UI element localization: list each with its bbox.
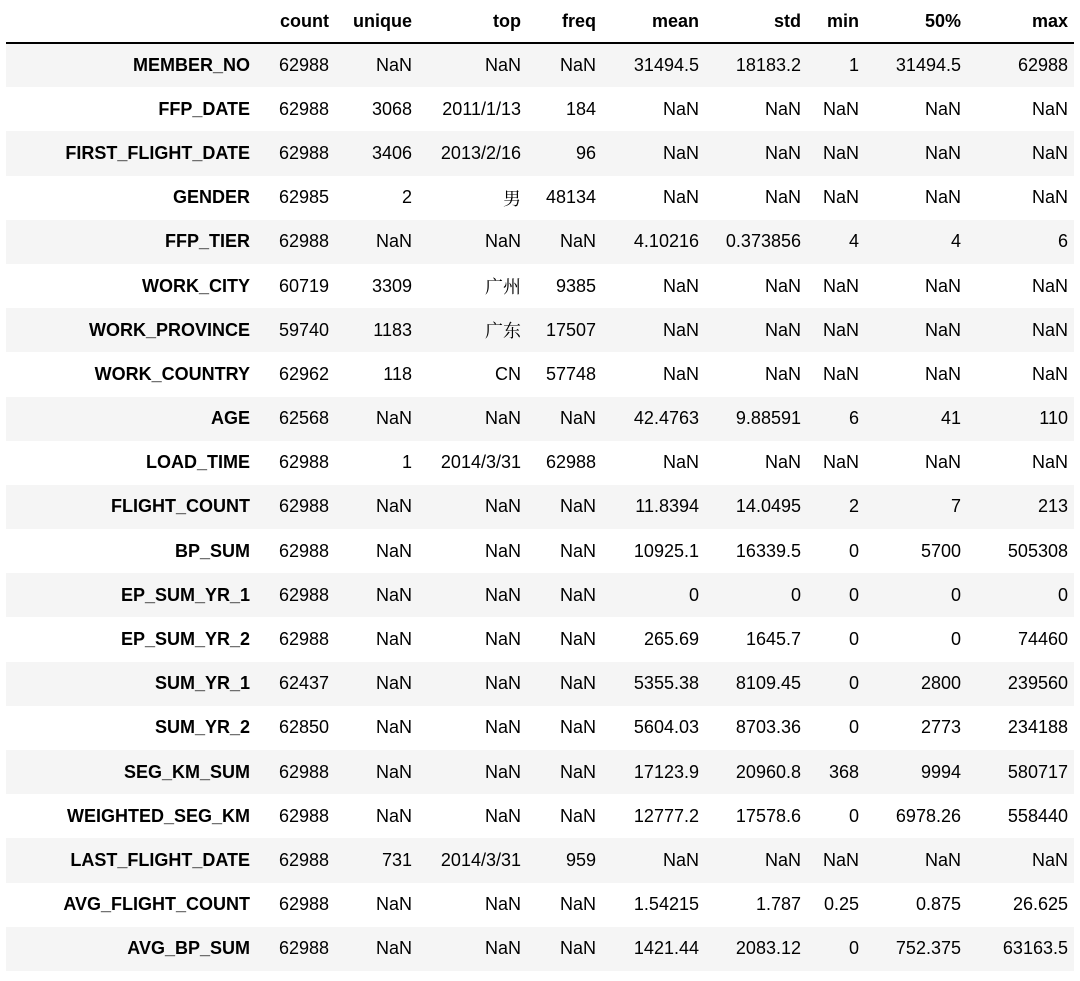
cell-std: 9.88591 (735, 408, 801, 429)
cell-unique: NaN (375, 717, 412, 738)
cell-freq: NaN (559, 673, 596, 694)
cell-50pct: 5700 (920, 540, 961, 561)
cell-unique: NaN (375, 496, 412, 517)
row-index-label: GENDER (172, 187, 250, 208)
cell-top: NaN (484, 805, 521, 826)
cell-top: NaN (484, 408, 521, 429)
cell-min: NaN (822, 275, 859, 296)
cell-freq: NaN (559, 408, 596, 429)
cell-freq: 184 (565, 98, 596, 119)
cell-count: 62988 (278, 142, 329, 163)
cell-top: CN (495, 363, 521, 384)
cell-std: 8703.36 (735, 717, 801, 738)
cell-unique: NaN (375, 938, 412, 959)
cell-count: 62988 (278, 540, 329, 561)
cell-mean: 265.69 (643, 629, 699, 650)
cell-mean: 10925.1 (633, 540, 699, 561)
row-index-label: MEMBER_NO (132, 55, 250, 76)
cell-top: 2013/2/16 (440, 142, 521, 163)
cell-50pct: 752.375 (895, 938, 961, 959)
cell-top: NaN (484, 55, 521, 76)
row-index-label: SUM_YR_2 (154, 717, 250, 738)
cell-top: 2011/1/13 (442, 98, 521, 119)
cell-50pct: NaN (924, 142, 961, 163)
cell-min: NaN (822, 319, 859, 340)
cell-unique: 731 (381, 849, 412, 870)
cell-min: 0 (848, 805, 859, 826)
cell-std: NaN (764, 187, 801, 208)
table-row (6, 883, 1074, 927)
cell-freq: 57748 (545, 363, 596, 384)
cell-std: NaN (764, 98, 801, 119)
table-row (6, 264, 1074, 308)
row-index-label: AVG_FLIGHT_COUNT (63, 894, 250, 915)
cell-count: 62988 (278, 231, 329, 252)
table-row (6, 573, 1074, 617)
cell-mean: 17123.9 (633, 761, 699, 782)
cell-top: 男 (503, 188, 521, 209)
cell-freq: NaN (559, 231, 596, 252)
column-header-min: min (807, 0, 865, 43)
cell-count: 62988 (278, 805, 329, 826)
cell-max: NaN (1031, 98, 1068, 119)
cell-max: 63163.5 (1002, 938, 1068, 959)
cell-top: NaN (484, 540, 521, 561)
cell-freq: 17507 (545, 319, 596, 340)
row-index-label: AGE (210, 408, 250, 429)
cell-mean: 5355.38 (633, 673, 699, 694)
cell-mean: NaN (662, 849, 699, 870)
cell-freq: NaN (559, 938, 596, 959)
cell-min: 0.25 (823, 894, 859, 915)
table-row (6, 131, 1074, 175)
cell-min: NaN (822, 452, 859, 473)
table-row (6, 485, 1074, 529)
cell-mean: 1421.44 (633, 938, 699, 959)
cell-top: NaN (484, 496, 521, 517)
cell-max: 239560 (1007, 673, 1068, 694)
cell-min: 0 (848, 584, 859, 605)
column-header-freq: freq (527, 0, 602, 43)
cell-unique: NaN (375, 894, 412, 915)
cell-50pct: NaN (924, 363, 961, 384)
cell-50pct: NaN (924, 187, 961, 208)
table-row (6, 662, 1074, 706)
cell-std: 17578.6 (735, 805, 801, 826)
cell-top: NaN (484, 761, 521, 782)
cell-count: 62850 (278, 717, 329, 738)
row-index-label: FIRST_FLIGHT_DATE (65, 142, 250, 163)
cell-count: 62988 (278, 849, 329, 870)
row-index-label: BP_SUM (174, 540, 250, 561)
cell-count: 60719 (278, 275, 329, 296)
cell-mean: 0 (688, 584, 699, 605)
cell-mean: NaN (662, 187, 699, 208)
cell-50pct: 7 (950, 496, 961, 517)
table-row (6, 43, 1074, 87)
row-index-label: AVG_BP_SUM (127, 938, 250, 959)
cell-max: 213 (1037, 496, 1068, 517)
cell-top: NaN (484, 938, 521, 959)
cell-freq: NaN (559, 540, 596, 561)
cell-freq: 96 (575, 142, 596, 163)
cell-top: 广州 (485, 277, 521, 298)
cell-min: 0 (848, 717, 859, 738)
table-row (6, 397, 1074, 441)
cell-mean: NaN (662, 319, 699, 340)
cell-count: 62988 (278, 938, 329, 959)
cell-freq: NaN (559, 629, 596, 650)
table-row (6, 308, 1074, 352)
cell-freq: NaN (559, 496, 596, 517)
cell-top: NaN (484, 673, 521, 694)
cell-freq: NaN (559, 894, 596, 915)
cell-min: 0 (848, 938, 859, 959)
cell-mean: 31494.5 (633, 55, 699, 76)
cell-mean: NaN (662, 363, 699, 384)
cell-min: 1 (848, 55, 859, 76)
cell-unique: 3309 (371, 275, 412, 296)
cell-std: NaN (764, 275, 801, 296)
cell-min: 368 (828, 761, 859, 782)
cell-unique: 1 (401, 452, 412, 473)
column-header-max: max (967, 0, 1074, 43)
cell-count: 62988 (278, 629, 329, 650)
cell-50pct: 6978.26 (895, 805, 961, 826)
cell-top: 2014/3/31 (440, 452, 521, 473)
cell-freq: 62988 (545, 452, 596, 473)
cell-unique: NaN (375, 761, 412, 782)
cell-min: 0 (848, 629, 859, 650)
cell-max: NaN (1031, 187, 1068, 208)
cell-50pct: 31494.5 (895, 55, 961, 76)
cell-unique: NaN (375, 673, 412, 694)
cell-count: 62568 (278, 408, 329, 429)
cell-50pct: NaN (924, 452, 961, 473)
column-header-count: count (262, 0, 335, 43)
column-header-top: top (418, 0, 527, 43)
cell-std: NaN (764, 363, 801, 384)
cell-min: 2 (848, 496, 859, 517)
cell-unique: NaN (375, 408, 412, 429)
cell-unique: 3068 (371, 98, 412, 119)
cell-min: NaN (822, 187, 859, 208)
cell-min: NaN (822, 98, 859, 119)
cell-50pct: 0 (950, 584, 961, 605)
cell-mean: 5604.03 (633, 717, 699, 738)
cell-max: 505308 (1007, 540, 1068, 561)
describe-table (6, 0, 1074, 971)
cell-unique: 1183 (373, 319, 412, 340)
cell-top: NaN (484, 894, 521, 915)
cell-max: 6 (1057, 231, 1068, 252)
cell-std: 14.0495 (735, 496, 801, 517)
cell-min: 6 (848, 408, 859, 429)
cell-top: 广东 (485, 321, 521, 342)
row-index-label: SUM_YR_1 (154, 673, 250, 694)
cell-min: 0 (848, 540, 859, 561)
cell-50pct: 41 (940, 408, 961, 429)
cell-std: 8109.45 (735, 673, 801, 694)
cell-count: 62988 (278, 894, 329, 915)
cell-top: 2014/3/31 (440, 849, 521, 870)
cell-50pct: NaN (924, 98, 961, 119)
cell-mean: 12777.2 (633, 805, 699, 826)
column-header-mean: mean (602, 0, 705, 43)
cell-max: NaN (1031, 142, 1068, 163)
cell-count: 62988 (278, 496, 329, 517)
row-index-label: EP_SUM_YR_1 (120, 584, 250, 605)
cell-50pct: NaN (924, 319, 961, 340)
cell-50pct: 0.875 (915, 894, 961, 915)
cell-std: 1645.7 (745, 629, 801, 650)
cell-top: NaN (484, 629, 521, 650)
row-index-label: WORK_CITY (142, 275, 250, 296)
cell-unique: NaN (375, 231, 412, 252)
row-index-label: FLIGHT_COUNT (111, 496, 250, 517)
cell-freq: NaN (559, 584, 596, 605)
cell-std: 2083.12 (735, 938, 801, 959)
cell-count: 62988 (278, 584, 329, 605)
cell-count: 62988 (278, 452, 329, 473)
row-index-label: FFP_DATE (158, 98, 250, 119)
cell-max: 110 (1039, 408, 1068, 429)
table-row (6, 927, 1074, 971)
cell-min: 0 (848, 673, 859, 694)
cell-freq: 9385 (555, 275, 596, 296)
cell-unique: 3406 (371, 142, 412, 163)
cell-unique: 2 (401, 187, 412, 208)
row-index-label: WEIGHTED_SEG_KM (66, 805, 250, 826)
cell-std: NaN (764, 452, 801, 473)
cell-freq: NaN (559, 761, 596, 782)
cell-max: NaN (1031, 363, 1068, 384)
cell-top: NaN (484, 717, 521, 738)
cell-unique: NaN (375, 55, 412, 76)
table-row (6, 706, 1074, 750)
cell-count: 62985 (278, 187, 329, 208)
cell-mean: NaN (662, 142, 699, 163)
cell-count: 62988 (278, 55, 329, 76)
cell-50pct: 4 (950, 231, 961, 252)
cell-unique: NaN (375, 540, 412, 561)
cell-std: 18183.2 (735, 55, 801, 76)
row-index-label: LAST_FLIGHT_DATE (70, 849, 250, 870)
cell-mean: 1.54215 (633, 894, 699, 915)
row-index-label: WORK_COUNTRY (94, 363, 250, 384)
table-row (6, 838, 1074, 882)
cell-count: 62988 (278, 761, 329, 782)
cell-freq: 48134 (545, 187, 596, 208)
cell-max: 0 (1057, 584, 1068, 605)
cell-min: NaN (822, 363, 859, 384)
column-header-unique: unique (335, 0, 418, 43)
cell-50pct: 2773 (920, 717, 961, 738)
cell-freq: NaN (559, 717, 596, 738)
table-row (6, 87, 1074, 131)
table-row (6, 794, 1074, 838)
cell-unique: NaN (375, 629, 412, 650)
table-row (6, 352, 1074, 396)
cell-mean: NaN (662, 452, 699, 473)
table-body (6, 43, 1074, 971)
cell-max: NaN (1031, 452, 1068, 473)
row-index-label: SEG_KM_SUM (123, 761, 250, 782)
cell-50pct: 2800 (920, 673, 961, 694)
cell-top: NaN (484, 231, 521, 252)
cell-min: 4 (848, 231, 859, 252)
cell-std: 16339.5 (735, 540, 801, 561)
cell-max: 580717 (1007, 761, 1068, 782)
table-row (6, 617, 1074, 661)
cell-std: 0.373856 (725, 231, 801, 252)
cell-max: NaN (1031, 319, 1068, 340)
cell-freq: 959 (565, 849, 596, 870)
cell-std: 0 (790, 584, 801, 605)
cell-unique: NaN (375, 805, 412, 826)
table-row (6, 220, 1074, 264)
cell-freq: NaN (559, 805, 596, 826)
cell-max: 62988 (1017, 55, 1068, 76)
cell-mean: 11.8394 (635, 496, 699, 517)
row-index-label: FFP_TIER (164, 231, 250, 252)
cell-std: NaN (764, 142, 801, 163)
cell-unique: NaN (375, 584, 412, 605)
cell-max: 74460 (1017, 629, 1068, 650)
cell-top: NaN (484, 584, 521, 605)
cell-std: 1.787 (755, 894, 801, 915)
cell-50pct: 9994 (920, 761, 961, 782)
row-index-label: LOAD_TIME (145, 452, 250, 473)
header-row (6, 0, 1074, 43)
row-index-label: WORK_PROVINCE (88, 319, 250, 340)
table-row (6, 441, 1074, 485)
cell-count: 62988 (278, 98, 329, 119)
cell-max: 558440 (1007, 805, 1068, 826)
cell-freq: NaN (559, 55, 596, 76)
cell-std: 20960.8 (735, 761, 801, 782)
column-header-50pct: 50% (865, 0, 967, 43)
cell-50pct: 0 (950, 629, 961, 650)
cell-std: NaN (764, 849, 801, 870)
cell-unique: 118 (383, 363, 412, 384)
cell-50pct: NaN (924, 275, 961, 296)
column-header-std: std (705, 0, 807, 43)
cell-mean: 42.4763 (633, 408, 699, 429)
row-index-label: EP_SUM_YR_2 (120, 629, 250, 650)
cell-mean: NaN (662, 98, 699, 119)
cell-min: NaN (822, 142, 859, 163)
cell-max: NaN (1031, 849, 1068, 870)
cell-mean: 4.10216 (633, 231, 699, 252)
cell-count: 62962 (278, 363, 329, 384)
index-header (6, 0, 262, 43)
table-row (6, 529, 1074, 573)
cell-count: 62437 (278, 673, 329, 694)
cell-mean: NaN (662, 275, 699, 296)
cell-min: NaN (822, 849, 859, 870)
cell-count: 59740 (278, 319, 329, 340)
cell-max: NaN (1031, 275, 1068, 296)
table-row (6, 750, 1074, 794)
cell-max: 26.625 (1012, 894, 1068, 915)
cell-50pct: NaN (924, 849, 961, 870)
table-row (6, 176, 1074, 220)
cell-max: 234188 (1007, 717, 1068, 738)
cell-std: NaN (764, 319, 801, 340)
